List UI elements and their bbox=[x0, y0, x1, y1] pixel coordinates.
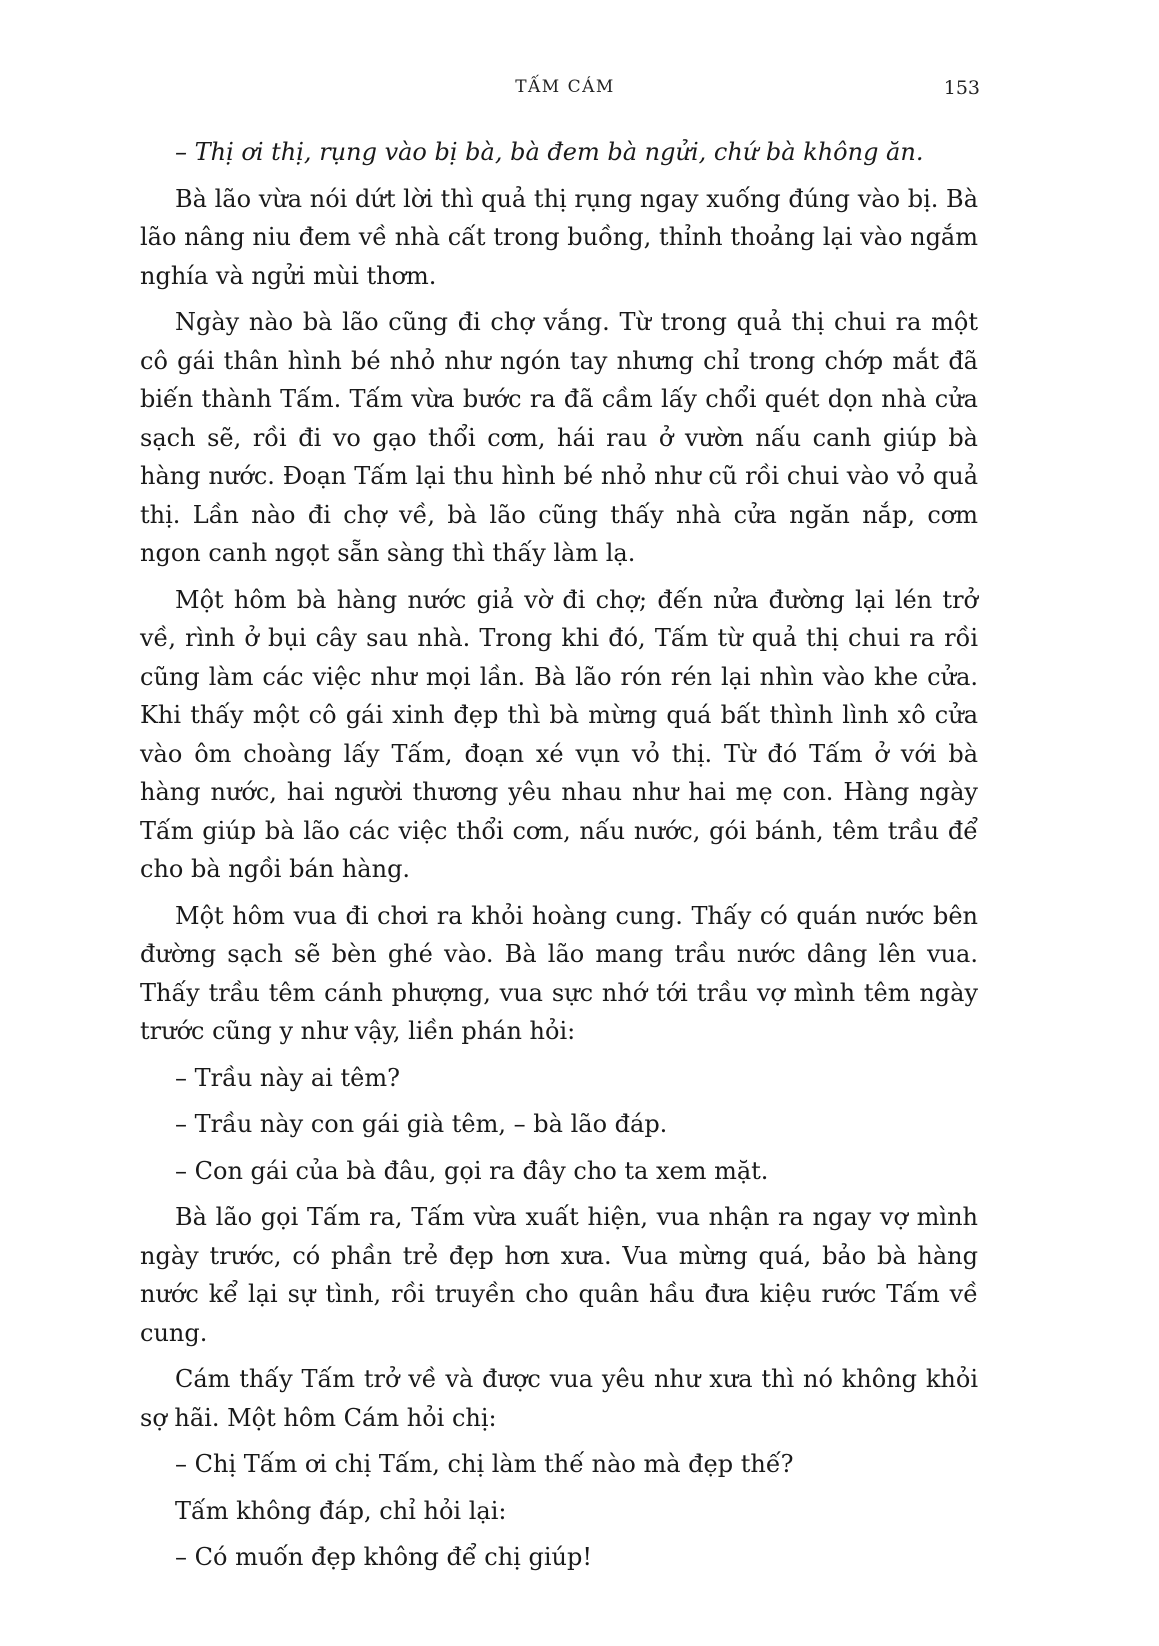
paragraph: Ngày nào bà lão cũng đi chợ vắng. Từ trong quả thị chui ra một cô gái thân hình bé nhỏ như ngón tay nhưng chỉ trong chớp mắt đã biến thành Tấm. Tấm vừa bước ra đã cầm lấy chổi quét dọn nhà cửa sạch sẽ, rồi đi vo gạo thổi cơm, hái rau ở vườn nấu canh giúp bà hàng nước. Đoạn Tấm lại thu hình bé nhỏ như cũ rồi chui vào vỏ quả thị. Lần nào đi chợ về, bà lão cũng thấy nhà cửa ngăn nắp, cơm ngon canh ngọt sẵn sàng thì thấy làm lạ. bbox=[140, 308, 978, 567]
running-title: TẤM CÁM bbox=[515, 77, 615, 97]
dialogue-line: – Chị Tấm ơi chị Tấm, chị làm thế nào mà đẹp thế? bbox=[175, 1450, 794, 1478]
body-text bbox=[140, 133, 978, 1585]
paragraph: Tấm không đáp, chỉ hỏi lại: bbox=[175, 1496, 507, 1525]
paragraph-chant: – Thị ơi thị, rụng vào bị bà, bà đem bà ngửi, chứ bà không ăn. bbox=[175, 138, 924, 166]
dialogue-line: – Con gái của bà đâu, gọi ra đây cho ta xem mặt. bbox=[175, 1156, 769, 1185]
paragraph: Một hôm vua đi chơi ra khỏi hoàng cung. Thấy có quán nước bên đường sạch sẽ bèn ghé vào. Bà lão mang trầu nước dâng lên vua. Thấy trầu têm cánh phượng, vua sực nhớ tới trầu vợ mình têm ngày trước cũng y như vậy, liền phán hỏi: bbox=[140, 901, 978, 1045]
dialogue-line: – Trầu này con gái già têm, – bà lão đáp. bbox=[175, 1110, 668, 1138]
paragraph: Bà lão vừa nói dứt lời thì quả thị rụng ngay xuống đúng vào bị. Bà lão nâng niu đem về nhà cất trong buồng, thỉnh thoảng lại vào ngắm nghía và ngửi mùi thơm. bbox=[140, 184, 978, 290]
page-header bbox=[150, 77, 980, 107]
paragraph: Cám thấy Tấm trở về và được vua yêu như xưa thì nó không khỏi sợ hãi. Một hôm Cám hỏi chị: bbox=[140, 1365, 978, 1432]
page-number: 153 bbox=[943, 77, 980, 99]
dialogue-line: – Trầu này ai têm? bbox=[175, 1063, 400, 1092]
dialogue-line: – Có muốn đẹp không để chị giúp! bbox=[175, 1543, 592, 1571]
paragraph: Bà lão gọi Tấm ra, Tấm vừa xuất hiện, vua nhận ra ngay vợ mình ngày trước, có phần trẻ đẹp hơn xưa. Vua mừng quá, bảo bà hàng nước kể lại sự tình, rồi truyền cho quân hầu đưa kiệu rước Tấm về cung. bbox=[140, 1203, 978, 1347]
paragraph: Một hôm bà hàng nước giả vờ đi chợ; đến nửa đường lại lén trở về, rình ở bụi cây sau nhà. Trong khi đó, Tấm từ quả thị chui ra rồi cũng làm các việc như mọi lần. Bà lão rón rén lại nhìn vào khe cửa. Khi thấy một cô gái xinh đẹp thì bà mừng quá bất thình lình xô cửa vào ôm choàng lấy Tấm, đoạn xé vụn vỏ thị. Từ đó Tấm ở với bà hàng nước, hai người thương yêu nhau như hai mẹ con. Hàng ngày Tấm giúp bà lão các việc thổi cơm, nấu nước, gói bánh, têm trầu để cho bà ngồi bán hàng. bbox=[140, 585, 978, 883]
